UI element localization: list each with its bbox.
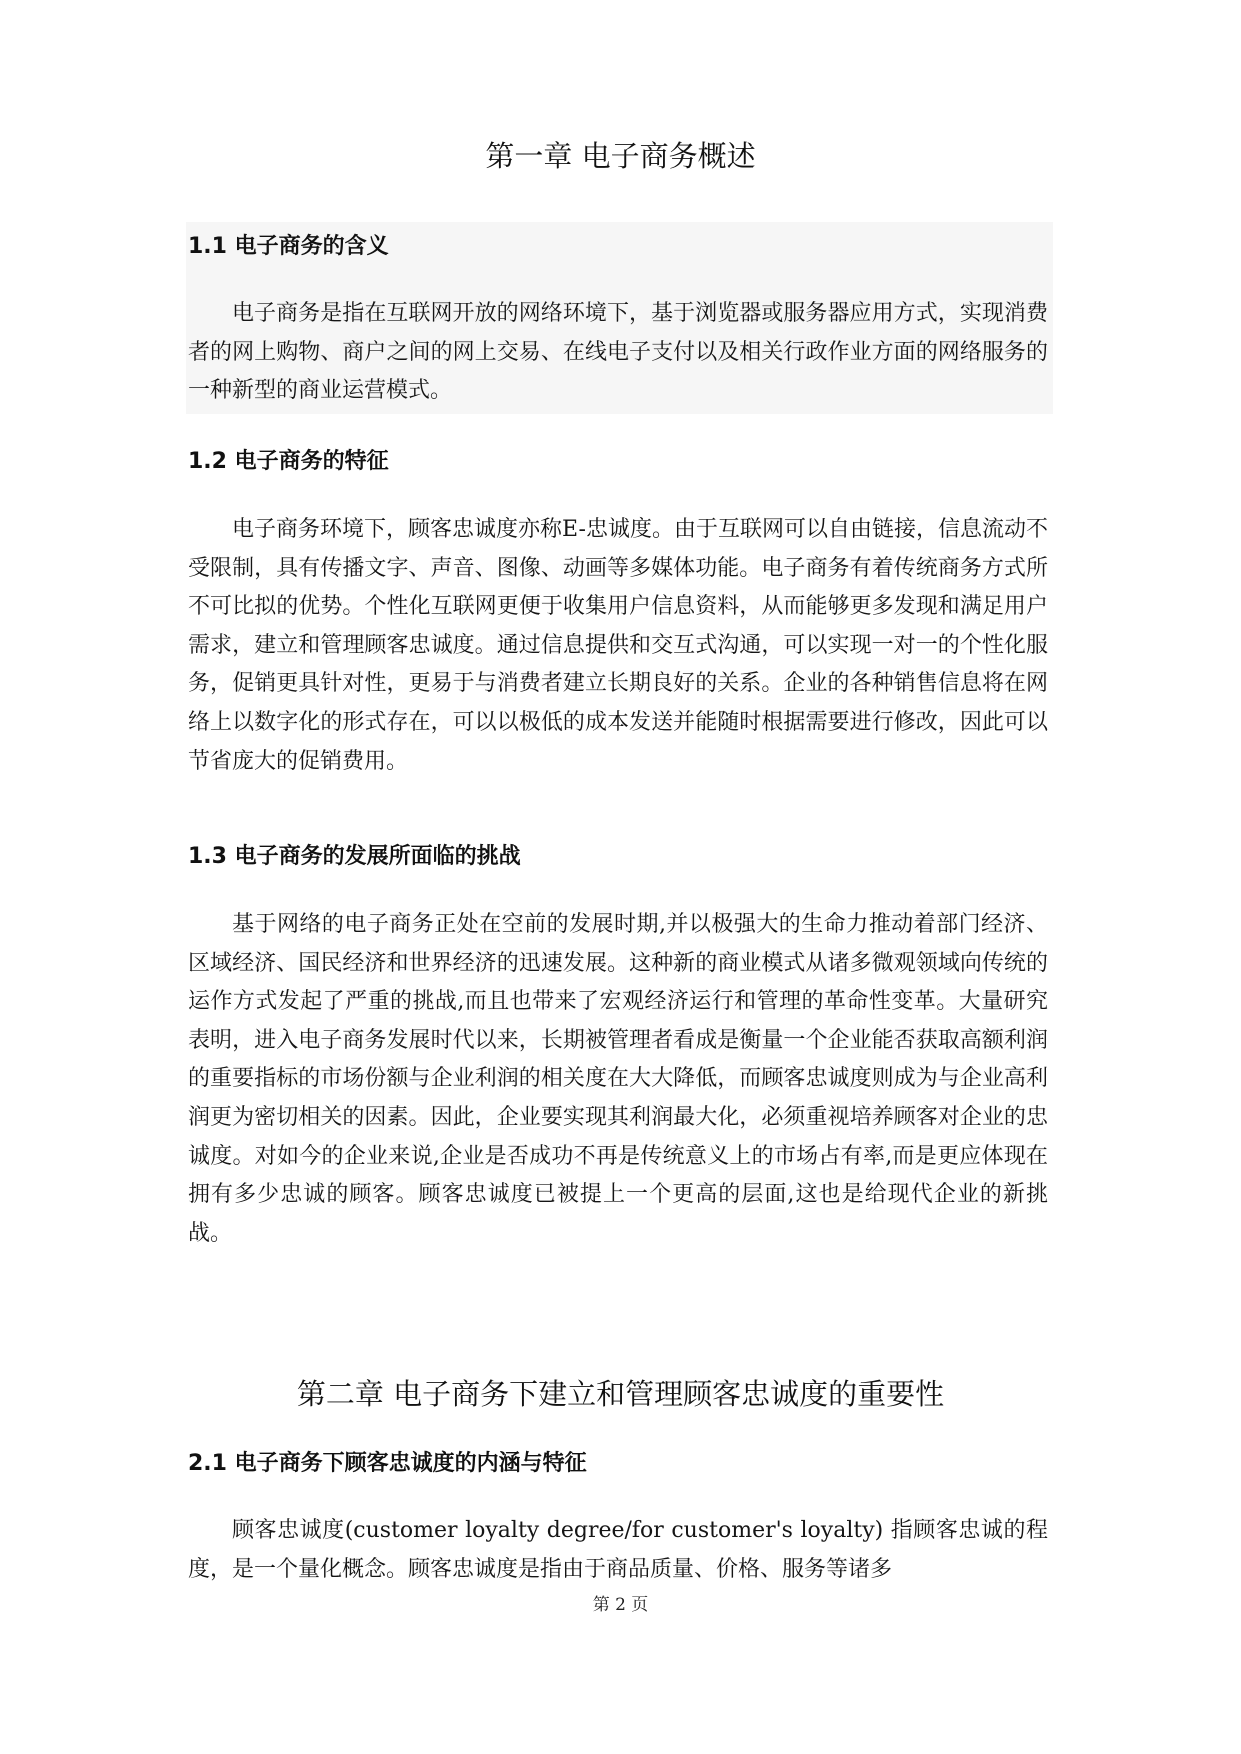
section-1-3-paragraph: 基于网络的电子商务正处在空前的发展时期,并以极强大的生命力推动着部门经济、区域经济、国民经济和世界经济的迅速发展。这种新的商业模式从诸多微观领域向传统的运作方式发起了严重的挑战,而且也带来了宏观经济运行和管理的革命性变革。大量研究表明，进入电子商务发展时代以来，长期被管理者看成是衡量一个企业能否获取高额利润的重要指标的市场份额与企业利润的相关度在大大降低，而顾客忠诚度则成为与企业高利润更为密切相关的因素。因此，企业要实现其利润最大化，必须重视培养顾客对企业的忠诚度。对如今的企业来说,企业是否成功不再是传统意义上的市场占有率,而是更应体现在拥有多少忠诚的顾客。顾客忠诚度已被提上一个更高的层面,这也是给现代企业的新挑战。 xyxy=(188,912,1048,1246)
chapter-1-title: 第一章 电子商务概述 xyxy=(485,139,756,173)
section-2-1-heading: 2.1 电子商务下顾客忠诚度的内涵与特征 xyxy=(188,1451,587,1476)
section-1-2-heading: 1.2 电子商务的特征 xyxy=(188,449,389,474)
section-1-1-paragraph: 电子商务是指在互联网开放的网络环境下，基于浏览器或服务器应用方式，实现消费者的网上购物、商户之间的网上交易、在线电子支付以及相关行政作业方面的网络服务的一种新型的商业运营模式。 xyxy=(188,301,1048,404)
section-1-3-heading: 1.3 电子商务的发展所面临的挑战 xyxy=(188,844,521,869)
section-1-2-paragraph: 电子商务环境下，顾客忠诚度亦称E-忠诚度。由于互联网可以自由链接，信息流动不受限制，具有传播文字、声音、图像、动画等多媒体功能。电子商务有着传统商务方式所不可比拟的优势。个性化互联网更便于收集用户信息资料，从而能够更多发现和满足用户需求，建立和管理顾客忠诚度。通过信息提供和交互式沟通，可以实现一对一的个性化服务，促销更具针对性，更易于与消费者建立长期良好的关系。企业的各种销售信息将在网络上以数字化的形式存在，可以以极低的成本发送并能随时根据需要进行修改，因此可以节省庞大的促销费用。 xyxy=(188,517,1048,774)
page-number: 第 2 页 xyxy=(592,1595,649,1615)
section-2-1-paragraph: 顾客忠诚度(customer loyalty degree/for customer's loyalty) 指顾客忠诚的程度，是一个量化概念。顾客忠诚度是指由于商品质量、价格、服务等诸多 xyxy=(188,1518,1048,1582)
chapter-2-title: 第二章 电子商务下建立和管理顾客忠诚度的重要性 xyxy=(296,1377,945,1411)
section-1-1-heading: 1.1 电子商务的含义 xyxy=(188,234,389,259)
